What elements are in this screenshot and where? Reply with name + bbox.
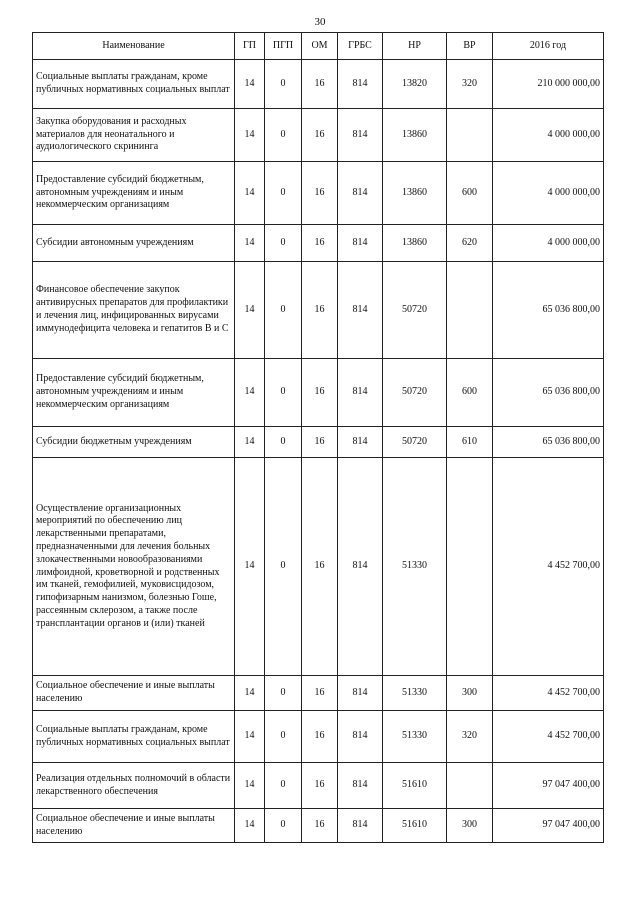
col-header-grbs: ГРБС [338, 33, 383, 60]
row-vr: 620 [447, 225, 493, 262]
row-nr: 51330 [383, 458, 447, 676]
header-row [33, 33, 604, 60]
row-grbs: 814 [338, 427, 383, 458]
row-amount: 97 047 400,00 [493, 809, 604, 843]
table-row [33, 763, 604, 809]
table-row [33, 162, 604, 225]
row-nr: 51330 [383, 711, 447, 763]
row-grbs: 814 [338, 809, 383, 843]
row-amount: 4 452 700,00 [493, 711, 604, 763]
col-header-nr: НР [383, 33, 447, 60]
row-name: Предоставление субсидий бюджетным, автономным учреждениям и иным некоммерческим организациям [33, 359, 235, 427]
row-vr: 300 [447, 809, 493, 843]
row-grbs: 814 [338, 711, 383, 763]
row-vr: 600 [447, 359, 493, 427]
row-amount: 4 452 700,00 [493, 458, 604, 676]
row-name: Предоставление субсидий бюджетным, автономным учреждениям и иным некоммерческим организациям [33, 162, 235, 225]
row-gp: 14 [235, 427, 265, 458]
row-vr [447, 458, 493, 676]
row-om: 16 [302, 109, 338, 162]
row-om: 16 [302, 262, 338, 359]
row-pgp: 0 [265, 427, 302, 458]
row-nr: 51330 [383, 676, 447, 711]
row-amount: 65 036 800,00 [493, 262, 604, 359]
col-header-om: ОМ [302, 33, 338, 60]
row-amount: 210 000 000,00 [493, 60, 604, 109]
table-row [33, 458, 604, 676]
row-nr: 50720 [383, 427, 447, 458]
row-vr: 610 [447, 427, 493, 458]
row-grbs: 814 [338, 676, 383, 711]
row-om: 16 [302, 763, 338, 809]
row-grbs: 814 [338, 262, 383, 359]
row-gp: 14 [235, 109, 265, 162]
row-vr: 320 [447, 711, 493, 763]
row-grbs: 814 [338, 359, 383, 427]
row-name: Реализация отдельных полномочий в области лекарственного обеспечения [33, 763, 235, 809]
row-vr: 600 [447, 162, 493, 225]
row-pgp: 0 [265, 60, 302, 109]
col-header-gp: ГП [235, 33, 265, 60]
row-grbs: 814 [338, 225, 383, 262]
row-gp: 14 [235, 359, 265, 427]
row-nr: 51610 [383, 809, 447, 843]
table-row [33, 359, 604, 427]
row-pgp: 0 [265, 109, 302, 162]
table-row [33, 711, 604, 763]
row-pgp: 0 [265, 809, 302, 843]
row-gp: 14 [235, 458, 265, 676]
row-nr: 13860 [383, 225, 447, 262]
row-grbs: 814 [338, 763, 383, 809]
row-nr: 50720 [383, 262, 447, 359]
row-amount: 97 047 400,00 [493, 763, 604, 809]
row-pgp: 0 [265, 262, 302, 359]
row-amount: 4 000 000,00 [493, 225, 604, 262]
row-gp: 14 [235, 711, 265, 763]
row-nr: 13860 [383, 162, 447, 225]
row-amount: 65 036 800,00 [493, 359, 604, 427]
row-pgp: 0 [265, 458, 302, 676]
row-name: Закупка оборудования и расходных материалов для неонатального и аудиологического скрининга [33, 109, 235, 162]
row-om: 16 [302, 162, 338, 225]
row-gp: 14 [235, 809, 265, 843]
row-grbs: 814 [338, 162, 383, 225]
col-header-name: Наименование [33, 33, 235, 60]
row-amount: 4 452 700,00 [493, 676, 604, 711]
row-vr [447, 109, 493, 162]
row-grbs: 814 [338, 458, 383, 676]
row-om: 16 [302, 359, 338, 427]
row-nr: 13860 [383, 109, 447, 162]
page-number: 30 [314, 16, 326, 28]
table-row [33, 809, 604, 843]
col-header-pgp: ПГП [265, 33, 302, 60]
row-pgp: 0 [265, 359, 302, 427]
col-header-vr: ВР [447, 33, 493, 60]
row-nr: 51610 [383, 763, 447, 809]
row-om: 16 [302, 711, 338, 763]
row-name: Финансовое обеспечение закупок антивирусных препаратов для профилактики и лечения лиц, инфицированных вирусами иммунодефицита человека и гепатитов В и С [33, 262, 235, 359]
row-pgp: 0 [265, 676, 302, 711]
row-pgp: 0 [265, 711, 302, 763]
col-header-amount: 2016 год [493, 33, 604, 60]
row-gp: 14 [235, 60, 265, 109]
row-vr [447, 262, 493, 359]
budget-table [32, 32, 604, 843]
row-grbs: 814 [338, 109, 383, 162]
row-gp: 14 [235, 262, 265, 359]
row-grbs: 814 [338, 60, 383, 109]
table-row [33, 225, 604, 262]
row-amount: 4 000 000,00 [493, 162, 604, 225]
row-nr: 13820 [383, 60, 447, 109]
row-om: 16 [302, 809, 338, 843]
row-pgp: 0 [265, 162, 302, 225]
row-name: Субсидии бюджетным учреждениям [33, 427, 235, 458]
row-vr: 320 [447, 60, 493, 109]
row-name: Осуществление организационных мероприятий по обеспечению лиц лекарственными препаратами, предназначенными для лечения больных злокачественными новообразованиями лимфоидной, кроветворной и родственных им тканей, гемофилией, муковисцидозом, гипофизарным нанизмом, болезнью Гоше, рассеянным склерозом, а также после трансплантации органов и (или) тканей [33, 458, 235, 676]
table-row [33, 262, 604, 359]
row-om: 16 [302, 676, 338, 711]
row-name: Социальное обеспечение и иные выплаты населению [33, 809, 235, 843]
table-row [33, 109, 604, 162]
row-om: 16 [302, 60, 338, 109]
row-om: 16 [302, 225, 338, 262]
row-om: 16 [302, 427, 338, 458]
row-gp: 14 [235, 676, 265, 711]
row-name: Социальные выплаты гражданам, кроме публичных нормативных социальных выплат [33, 60, 235, 109]
table-row [33, 676, 604, 711]
row-name: Социальное обеспечение и иные выплаты населению [33, 676, 235, 711]
table-row [33, 60, 604, 109]
row-pgp: 0 [265, 763, 302, 809]
row-om: 16 [302, 458, 338, 676]
row-name: Субсидии автономным учреждениям [33, 225, 235, 262]
row-gp: 14 [235, 162, 265, 225]
row-nr: 50720 [383, 359, 447, 427]
row-pgp: 0 [265, 225, 302, 262]
row-vr [447, 763, 493, 809]
row-gp: 14 [235, 763, 265, 809]
row-vr: 300 [447, 676, 493, 711]
row-name: Социальные выплаты гражданам, кроме публичных нормативных социальных выплат [33, 711, 235, 763]
row-amount: 4 000 000,00 [493, 109, 604, 162]
row-gp: 14 [235, 225, 265, 262]
table-row [33, 427, 604, 458]
row-amount: 65 036 800,00 [493, 427, 604, 458]
